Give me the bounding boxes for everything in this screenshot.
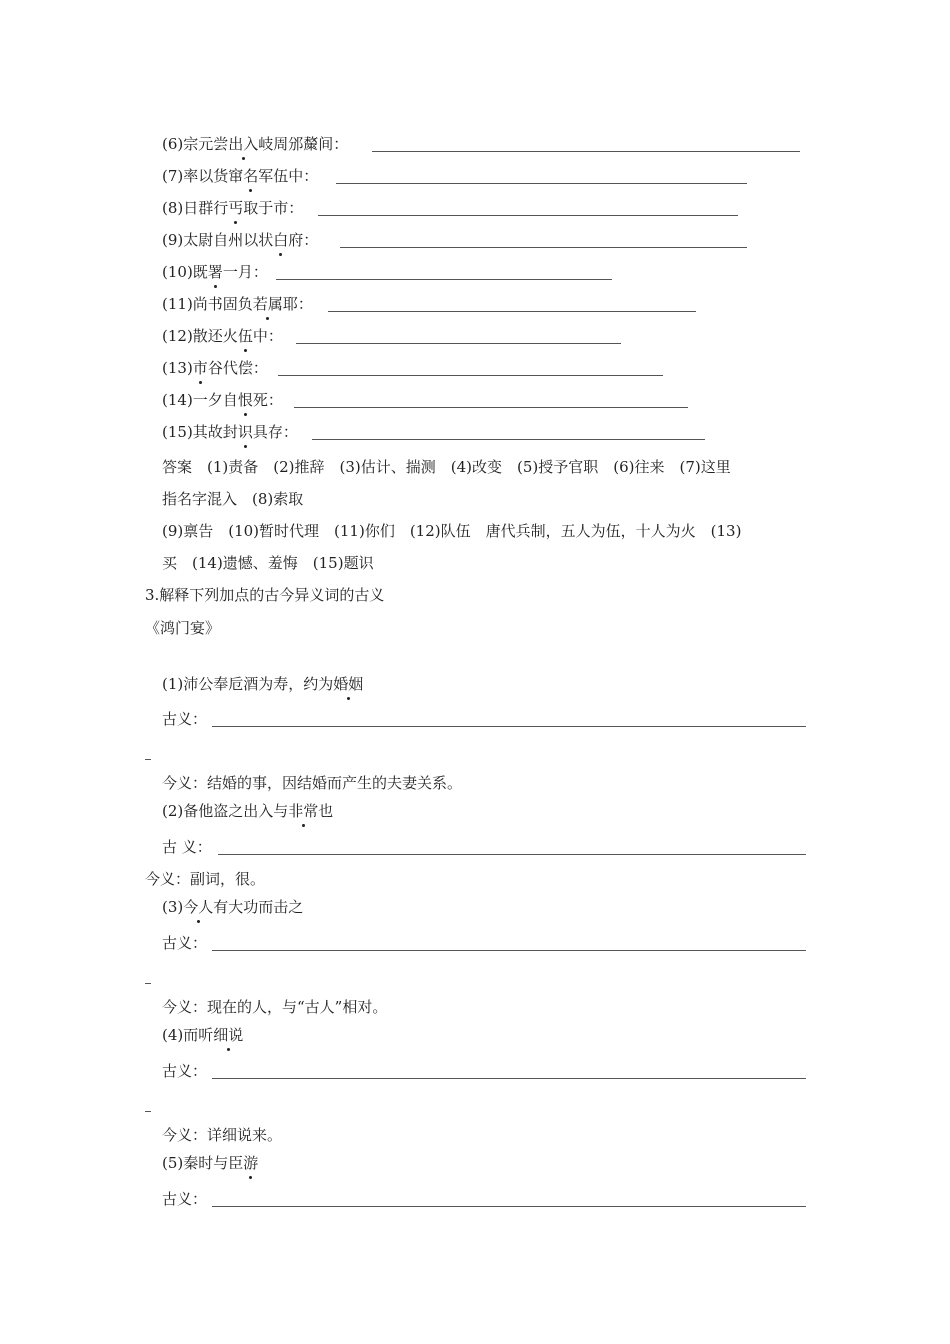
answer-blank[interactable] bbox=[296, 343, 621, 344]
dotted-word: 市 bbox=[192, 359, 208, 377]
modern-meaning: 今义：详细说来。 bbox=[162, 1126, 283, 1144]
dotted-word: 署 bbox=[207, 263, 223, 281]
question-3 bbox=[162, 896, 303, 918]
answer-line: (9)禀告 (10)暂时代理 (11)你们 (12)队伍 唐代兵制，五人为伍，十人为火 (13) bbox=[162, 522, 742, 540]
item-text: 宗元尝 bbox=[183, 135, 229, 153]
item-10 bbox=[162, 261, 268, 283]
ancient-meaning-blank[interactable] bbox=[212, 950, 806, 951]
item-number: (8) bbox=[162, 199, 184, 217]
item-12 bbox=[162, 325, 283, 347]
source-title: 《鸿门宴》 bbox=[145, 619, 221, 637]
dotted-word: 出入 bbox=[228, 135, 259, 153]
ancient-meaning-label: 古义： bbox=[162, 1190, 208, 1208]
blank-continuation bbox=[145, 1111, 151, 1112]
ancient-meaning-blank[interactable] bbox=[212, 726, 806, 727]
ancient-meaning-label: 古义： bbox=[162, 934, 208, 952]
item-13 bbox=[162, 357, 268, 379]
question-4 bbox=[162, 1024, 243, 1046]
item-text: 具存： bbox=[252, 423, 298, 441]
item-text: 既 bbox=[192, 263, 208, 281]
item-number: (13) bbox=[162, 359, 193, 377]
question-number: (3) bbox=[162, 898, 184, 916]
dotted-word: 恨 bbox=[237, 391, 253, 409]
dotted-word: 白 bbox=[273, 231, 289, 249]
answer-line: 指名字混入 (8)索取 bbox=[162, 490, 304, 508]
ancient-meaning-blank[interactable] bbox=[218, 854, 806, 855]
question-text: 秦时与臣 bbox=[183, 1154, 244, 1172]
answer-blank[interactable] bbox=[336, 183, 747, 184]
item-text: 耶： bbox=[282, 295, 313, 313]
dotted-word: 非常 bbox=[288, 802, 319, 820]
item-number: (15) bbox=[162, 423, 193, 441]
question-text: 有大功而击之 bbox=[213, 898, 304, 916]
dotted-word: 名 bbox=[243, 167, 259, 185]
dotted-word: 游 bbox=[243, 1154, 259, 1172]
item-number: (11) bbox=[162, 295, 193, 313]
question-number: (4) bbox=[162, 1026, 184, 1044]
item-text: 死： bbox=[252, 391, 283, 409]
answer-line: 买 (14)遗憾、羞悔 (15)题识 bbox=[162, 554, 374, 572]
item-9 bbox=[162, 229, 318, 251]
item-text: 率以货窜 bbox=[183, 167, 244, 185]
dotted-word: 细说 bbox=[213, 1026, 244, 1044]
answer-blank[interactable] bbox=[278, 375, 663, 376]
ancient-meaning-blank[interactable] bbox=[212, 1206, 806, 1207]
answer-blank[interactable] bbox=[340, 247, 747, 248]
item-6 bbox=[162, 133, 348, 155]
modern-meaning: 今义：副词，很。 bbox=[145, 870, 266, 888]
ancient-meaning-label: 古义： bbox=[162, 710, 208, 728]
question-text: 也 bbox=[318, 802, 334, 820]
ancient-meaning-label: 古义： bbox=[162, 1062, 208, 1080]
question-2 bbox=[162, 800, 333, 822]
dotted-word: 若属 bbox=[252, 295, 283, 313]
item-text: 日群行 bbox=[183, 199, 229, 217]
item-8 bbox=[162, 197, 303, 219]
question-text: 备他盗之出入与 bbox=[183, 802, 289, 820]
item-text: 军伍中： bbox=[258, 167, 319, 185]
answer-blank[interactable] bbox=[294, 407, 688, 408]
item-7 bbox=[162, 165, 318, 187]
ancient-meaning-label: 古 义： bbox=[162, 838, 212, 856]
item-number: (10) bbox=[162, 263, 193, 281]
answer-line: 答案 (1)责备 (2)推辞 (3)估计、揣测 (4)改变 (5)授予官职 (6)往来 (7)这里 bbox=[162, 458, 731, 476]
dotted-word: 今人 bbox=[183, 898, 214, 916]
item-text: 太尉自州以状 bbox=[183, 231, 274, 249]
dotted-word: 婚姻 bbox=[333, 675, 364, 693]
item-text: 谷代偿： bbox=[207, 359, 268, 377]
question-text: 而听 bbox=[183, 1026, 214, 1044]
item-text: 取于市： bbox=[243, 199, 304, 217]
item-text: 散还火 bbox=[192, 327, 238, 345]
item-number: (6) bbox=[162, 135, 184, 153]
item-11 bbox=[162, 293, 313, 315]
item-number: (14) bbox=[162, 391, 193, 409]
answer-blank[interactable] bbox=[276, 279, 612, 280]
blank-continuation bbox=[145, 759, 151, 760]
blank-continuation bbox=[145, 983, 151, 984]
answer-blank[interactable] bbox=[312, 439, 705, 440]
item-text: 一月： bbox=[222, 263, 268, 281]
ancient-meaning-blank[interactable] bbox=[212, 1078, 806, 1079]
item-number: (9) bbox=[162, 231, 184, 249]
question-text: 沛公奉卮酒为寿，约为 bbox=[183, 675, 334, 693]
item-text: 府： bbox=[288, 231, 319, 249]
item-number: (12) bbox=[162, 327, 193, 345]
modern-meaning: 今义：结婚的事，因结婚而产生的夫妻关系。 bbox=[162, 774, 463, 792]
dotted-word: 伍 bbox=[237, 327, 253, 345]
item-text: 其故封 bbox=[192, 423, 238, 441]
item-15 bbox=[162, 421, 298, 443]
question-number: (2) bbox=[162, 802, 184, 820]
item-text: 中： bbox=[252, 327, 283, 345]
item-text: 尚书固负 bbox=[192, 295, 253, 313]
item-text: 一夕自 bbox=[192, 391, 238, 409]
question-number: (1) bbox=[162, 675, 184, 693]
answer-blank[interactable] bbox=[328, 311, 696, 312]
section-heading: 3.解释下列加点的古今异义词的古义 bbox=[145, 586, 385, 604]
dotted-word: 识 bbox=[237, 423, 253, 441]
dotted-word: 丐 bbox=[228, 199, 244, 217]
item-text: 岐周邠斄间： bbox=[258, 135, 349, 153]
item-14 bbox=[162, 389, 283, 411]
question-number: (5) bbox=[162, 1154, 184, 1172]
item-number: (7) bbox=[162, 167, 184, 185]
question-1 bbox=[162, 673, 363, 695]
answer-blank[interactable] bbox=[372, 151, 800, 152]
answer-blank[interactable] bbox=[318, 215, 738, 216]
modern-meaning: 今义：现在的人，与“古人”相对。 bbox=[162, 998, 388, 1016]
question-5 bbox=[162, 1152, 258, 1174]
